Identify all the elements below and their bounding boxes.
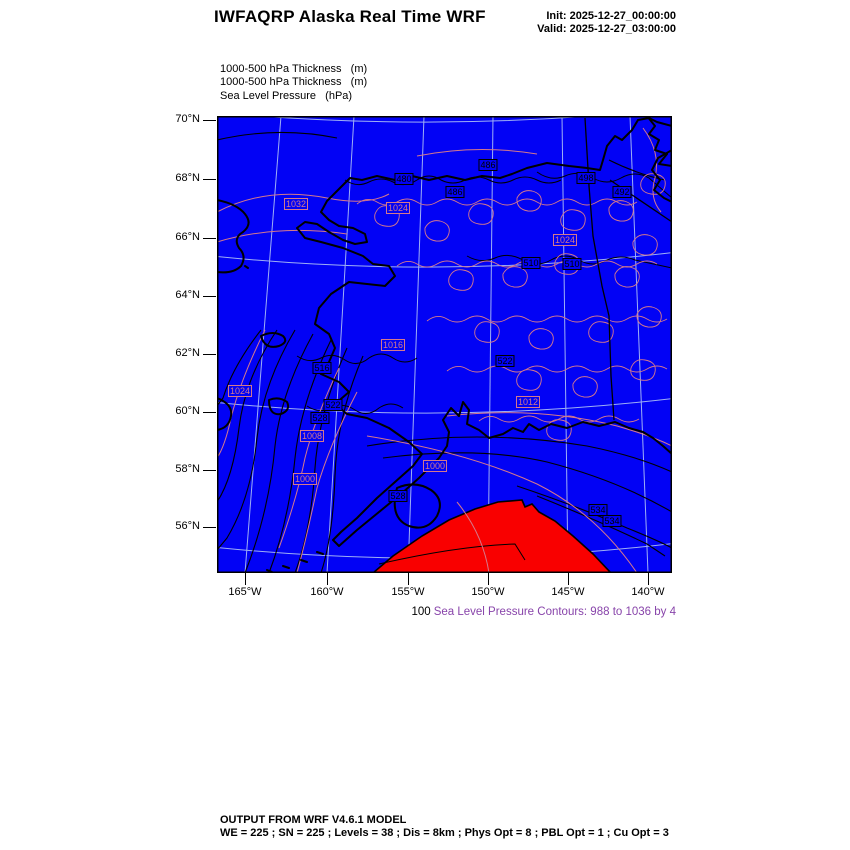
slp-contour-label: 1012 [517,397,539,407]
thickness-contour-label: 486 [447,187,463,197]
thickness-contour-label: 498 [578,173,594,183]
lon-axis-label: 165°W [228,586,262,598]
slp-contour-label: 1008 [301,431,323,441]
lat-axis-label: 60°N [175,405,200,417]
model-settings-line: WE = 225 ; SN = 225 ; Levels = 38 ; Dis = 8km ; Phys Opt = 8 ; PBL Opt = 1 ; Cu Opt = 3 [220,827,669,839]
lat-axis-tick [203,238,216,239]
lon-axis-tick [488,573,489,585]
thickness-contour-label: 516 [314,363,330,373]
weather-map [217,116,672,573]
contour-note-prefix: 100 [411,606,431,618]
slp-contour-label: 1032 [285,199,307,209]
thickness-contour-label: 486 [480,160,496,170]
thickness-contour-label: 510 [564,259,580,269]
run-time-info [500,10,676,36]
lon-axis-label: 155°W [391,586,425,598]
legend-line: 1000-500 hPa Thickness (m) [220,63,368,75]
lat-axis-label: 62°N [175,347,200,359]
thickness-contour-label: 492 [614,187,630,197]
lat-axis-tick [203,527,216,528]
lon-axis-label: 160°W [310,586,344,598]
thickness-contour-label: 510 [523,258,539,268]
lon-axis-tick [327,573,328,585]
init-time-label: Init: 2025-12-27_00:00:00 [546,10,676,22]
slp-contour-label: 1016 [382,340,404,350]
lon-axis-label: 140°W [631,586,665,598]
thickness-contour-label: 528 [390,491,406,501]
page-title: IWFAQRP Alaska Real Time WRF [214,7,486,26]
slp-contour-label: 1024 [554,235,576,245]
lon-axis-tick [408,573,409,585]
slp-contour-label: 1000 [294,474,316,484]
valid-time-label: Valid: 2025-12-27_03:00:00 [537,23,676,35]
slp-contour-label: 1000 [424,461,446,471]
contour-note [300,606,676,618]
lon-axis-tick [245,573,246,585]
model-config-footer [220,814,669,840]
lat-axis-label: 70°N [175,113,200,125]
lon-axis-tick [568,573,569,585]
lat-axis-label: 58°N [175,463,200,475]
slp-contour-label: 1024 [387,203,409,213]
lat-axis-tick [203,120,216,121]
lon-axis-label: 150°W [471,586,505,598]
lat-axis-tick [203,470,216,471]
lon-axis-label: 145°W [551,586,585,598]
legend-line: Sea Level Pressure (hPa) [220,89,353,102]
slp-contour-range-note: Sea Level Pressure Contours: 988 to 1036 by 4 [433,606,676,618]
slp-contour-label: 1024 [229,386,251,396]
lat-axis-label: 66°N [175,231,200,243]
lon-axis-tick [648,573,649,585]
lat-axis-label: 56°N [175,520,200,532]
thickness-contour-label: 522 [325,400,341,410]
lat-axis-label: 64°N [175,289,200,301]
lat-axis-tick [203,296,216,297]
lat-axis-tick [203,412,216,413]
thickness-contour-label: 534 [604,516,620,526]
field-legend [220,63,367,103]
thickness-contour-label: 528 [312,413,328,423]
lat-axis-tick [203,354,216,355]
thickness-contour-label: 522 [497,356,513,366]
model-version-line: OUTPUT FROM WRF V4.6.1 MODEL [220,814,407,826]
legend-line: 1000-500 hPa Thickness (m) [220,76,368,89]
thickness-contour-label: 534 [590,505,606,515]
thickness-contour-label: 480 [396,174,412,184]
lat-axis-tick [203,179,216,180]
lat-axis-label: 68°N [175,172,200,184]
